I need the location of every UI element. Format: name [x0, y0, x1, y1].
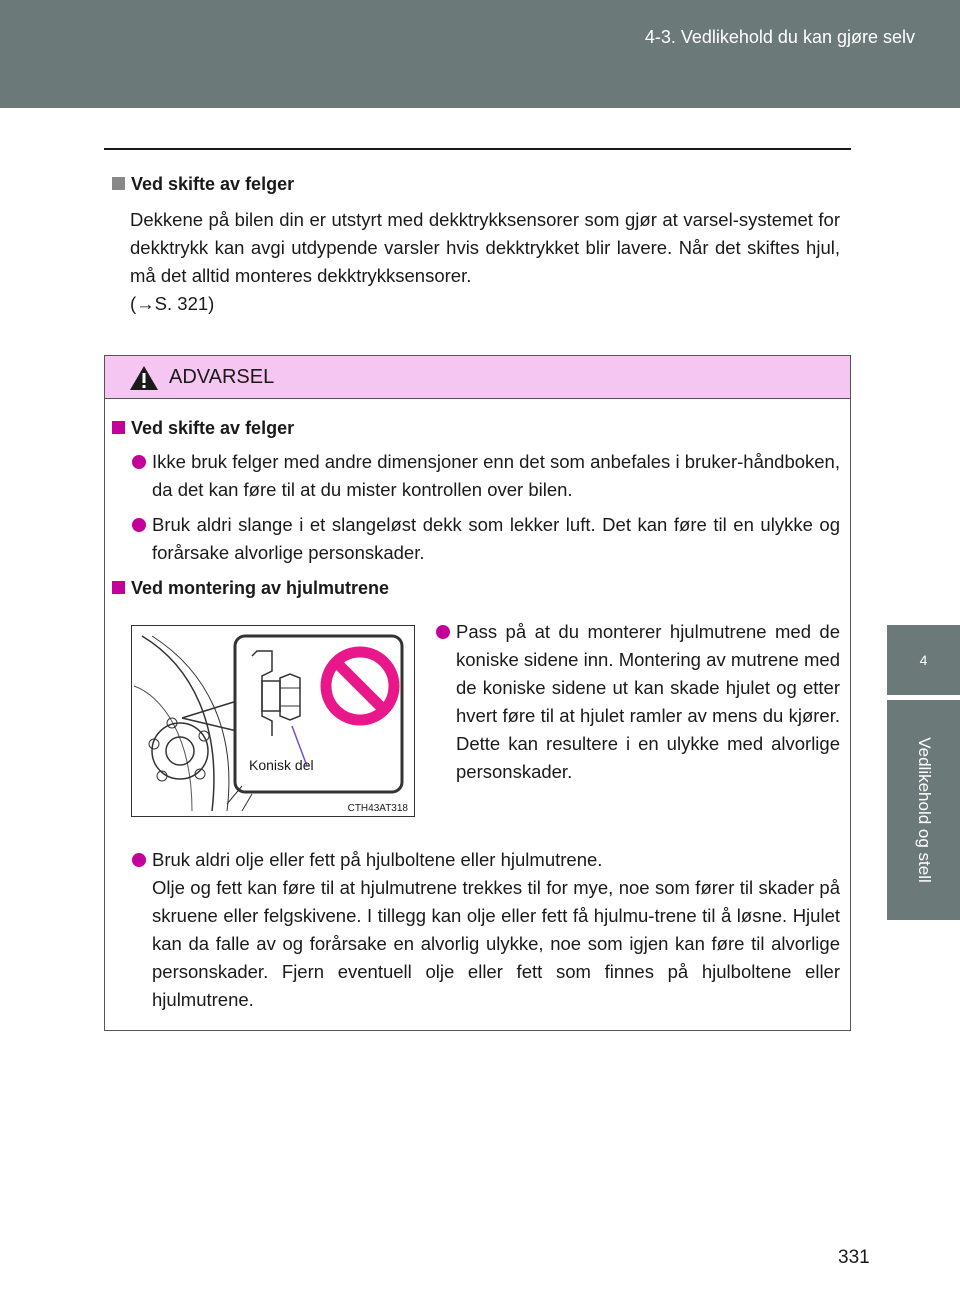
intro-heading [112, 174, 294, 195]
page-number: 331 [838, 1247, 870, 1268]
warning-bullet [132, 846, 840, 1014]
chapter-label: Vedlikehold og stell [914, 737, 934, 883]
square-bullet-icon [112, 581, 125, 594]
section-title: 4-3. Vedlikehold du kan gjøre selv [644, 27, 915, 47]
warning-triangle-icon [129, 365, 159, 391]
warning-section-heading [112, 574, 389, 602]
warning-bullet [132, 448, 840, 504]
chapter-number: 4 [919, 652, 928, 668]
warning-bullet-text: Olje og fett kan føre til at hjulmutrene trekkes til for mye, noe som fører til skader på skruene eller felgskivene. I tillegg kan olje eller fett få hjulmu-trene til å løsne. Hjulet kan da falle av og forårsake en alvorlig ulykke, noe som igjen kan føre til alvorlige personskader. Fjern eventuell olje eller fett som finnes på hjulboltene eller hjulmutrene. [152, 877, 840, 1010]
warning-bullet [436, 618, 840, 786]
warning-heading-text: Ved skifte av felger [131, 418, 295, 438]
wheel-nut-figure [131, 625, 415, 817]
intro-heading-text: Ved skifte av felger [131, 174, 295, 194]
intro-paragraph-text: Dekkene på bilen din er utstyrt med dekktrykksensorer som gjør at varsel-systemet for dekktrykk kan avgi utdypende varsler hvis dekktrykket blir lavere. Når det skiftes hjul, må det alltid monteres dekktrykksensorer. [130, 209, 840, 286]
warning-bullet-text: Bruk aldri slange i et slangeløst dekk som lekker luft. Det kan føre til en ulykke og forårsake alvorlige personskader. [152, 514, 840, 563]
warning-bullet-text: Pass på at du monterer hjulmutrene med de koniske sidene inn. Montering av mutrene med de koniske sidene ut kan skade hjulet og etter hvert føre til at hjulet ramler av mens du kjører. Dette kan resultere i en ulykke med alvorlige personskader. [456, 621, 840, 782]
header-band [0, 0, 960, 108]
warning-title: ADVARSEL [169, 366, 275, 388]
warning-bullet [132, 511, 840, 567]
circle-bullet-icon [132, 518, 146, 532]
circle-bullet-icon [436, 625, 450, 639]
page-reference: (→S. 321) [130, 293, 215, 314]
warning-bullet-text: Ikke bruk felger med andre dimensjoner enn det som anbefales i bruker-håndboken, da det kan føre til at du mister kontrollen over bilen. [152, 451, 840, 500]
chapter-label-tab [887, 700, 960, 920]
square-bullet-icon [112, 421, 125, 434]
warning-header [105, 356, 850, 399]
wheel-nut-illustration [132, 626, 414, 816]
figure-label: Konisk del [249, 757, 314, 773]
figure-code: CTH43AT318 [347, 803, 408, 814]
warning-section-heading [112, 414, 294, 442]
warning-heading-text: Ved montering av hjulmutrene [131, 578, 390, 598]
square-bullet-icon [112, 177, 125, 190]
circle-bullet-icon [132, 455, 146, 469]
circle-bullet-icon [132, 853, 146, 867]
header-rule [104, 148, 851, 150]
warning-bullet-text: Bruk aldri olje eller fett på hjulboltene eller hjulmutrene. [152, 849, 603, 870]
intro-paragraph [130, 206, 840, 318]
chapter-number-tab [887, 625, 960, 695]
